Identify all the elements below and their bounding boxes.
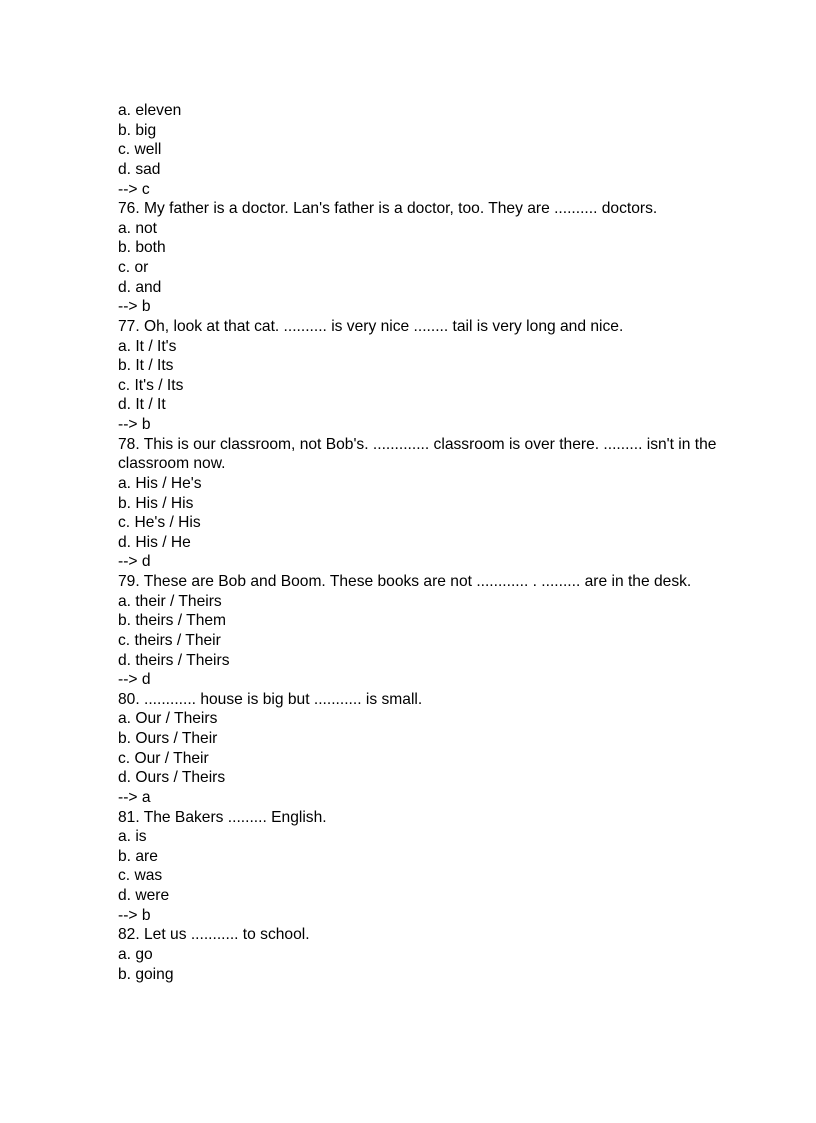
option-line: c. well bbox=[118, 141, 162, 159]
answer-line: --> d bbox=[118, 671, 151, 689]
option-line: a. not bbox=[118, 219, 158, 237]
option-line: d. were bbox=[118, 887, 170, 904]
question-text: 76. My father is a doctor. Lan's father is a doctor, too. They are .......... doctors. bbox=[118, 200, 658, 218]
option-line: c. or bbox=[118, 259, 149, 276]
option-line: b. going bbox=[118, 965, 174, 983]
option-line: d. sad bbox=[118, 160, 161, 178]
option-line: c. was bbox=[118, 867, 163, 885]
option-line: a. their / Theirs bbox=[118, 592, 222, 610]
answer-line: --> b bbox=[118, 416, 151, 433]
option-line: b. It / Its bbox=[118, 357, 174, 375]
option-line: d. and bbox=[118, 278, 162, 296]
option-line: a. go bbox=[118, 945, 153, 963]
option-line: c. Our / Their bbox=[118, 749, 209, 767]
question-text: 81. The Bakers ......... English. bbox=[118, 808, 327, 826]
document-page bbox=[118, 101, 718, 984]
option-line: d. His / He bbox=[118, 533, 191, 551]
option-line: d. theirs / Theirs bbox=[118, 651, 230, 669]
answer-line: --> d bbox=[118, 553, 151, 571]
option-line: a. eleven bbox=[118, 102, 182, 119]
option-line: a. It / It's bbox=[118, 337, 177, 355]
option-line: a. His / He's bbox=[118, 474, 202, 492]
option-line: b. Ours / Their bbox=[118, 730, 218, 747]
answer-line: --> b bbox=[118, 298, 151, 316]
option-line: b. theirs / Them bbox=[118, 612, 227, 630]
option-line: d. It / It bbox=[118, 396, 166, 414]
answer-line: --> b bbox=[118, 906, 151, 924]
question-text: 78. This is our classroom, not Bob's. ............. classroom is over there. ......... isn't in the classroom now. bbox=[118, 435, 717, 473]
answer-line: --> c bbox=[118, 180, 150, 198]
option-line: a. Our / Theirs bbox=[118, 710, 218, 728]
option-line: b. His / His bbox=[118, 494, 194, 512]
answer-line: --> a bbox=[118, 788, 151, 806]
option-line: c. theirs / Their bbox=[118, 631, 221, 649]
question-text: 80. ............ house is big but ........... is small. bbox=[118, 690, 423, 708]
option-line: b. big bbox=[118, 121, 157, 139]
option-line: a. is bbox=[118, 828, 147, 846]
question-text: 82. Let us ........... to school. bbox=[118, 926, 310, 944]
question-text: 79. These are Bob and Boom. These books are not ............ . ......... are in the desk. bbox=[118, 573, 692, 590]
option-line: d. Ours / Theirs bbox=[118, 769, 226, 787]
question-text: 77. Oh, look at that cat. .......... is very nice ........ tail is very long and nice. bbox=[118, 317, 624, 335]
option-line: c. He's / His bbox=[118, 514, 201, 532]
option-line: b. both bbox=[118, 239, 166, 257]
option-line: b. are bbox=[118, 847, 158, 865]
option-line: c. It's / Its bbox=[118, 376, 184, 394]
